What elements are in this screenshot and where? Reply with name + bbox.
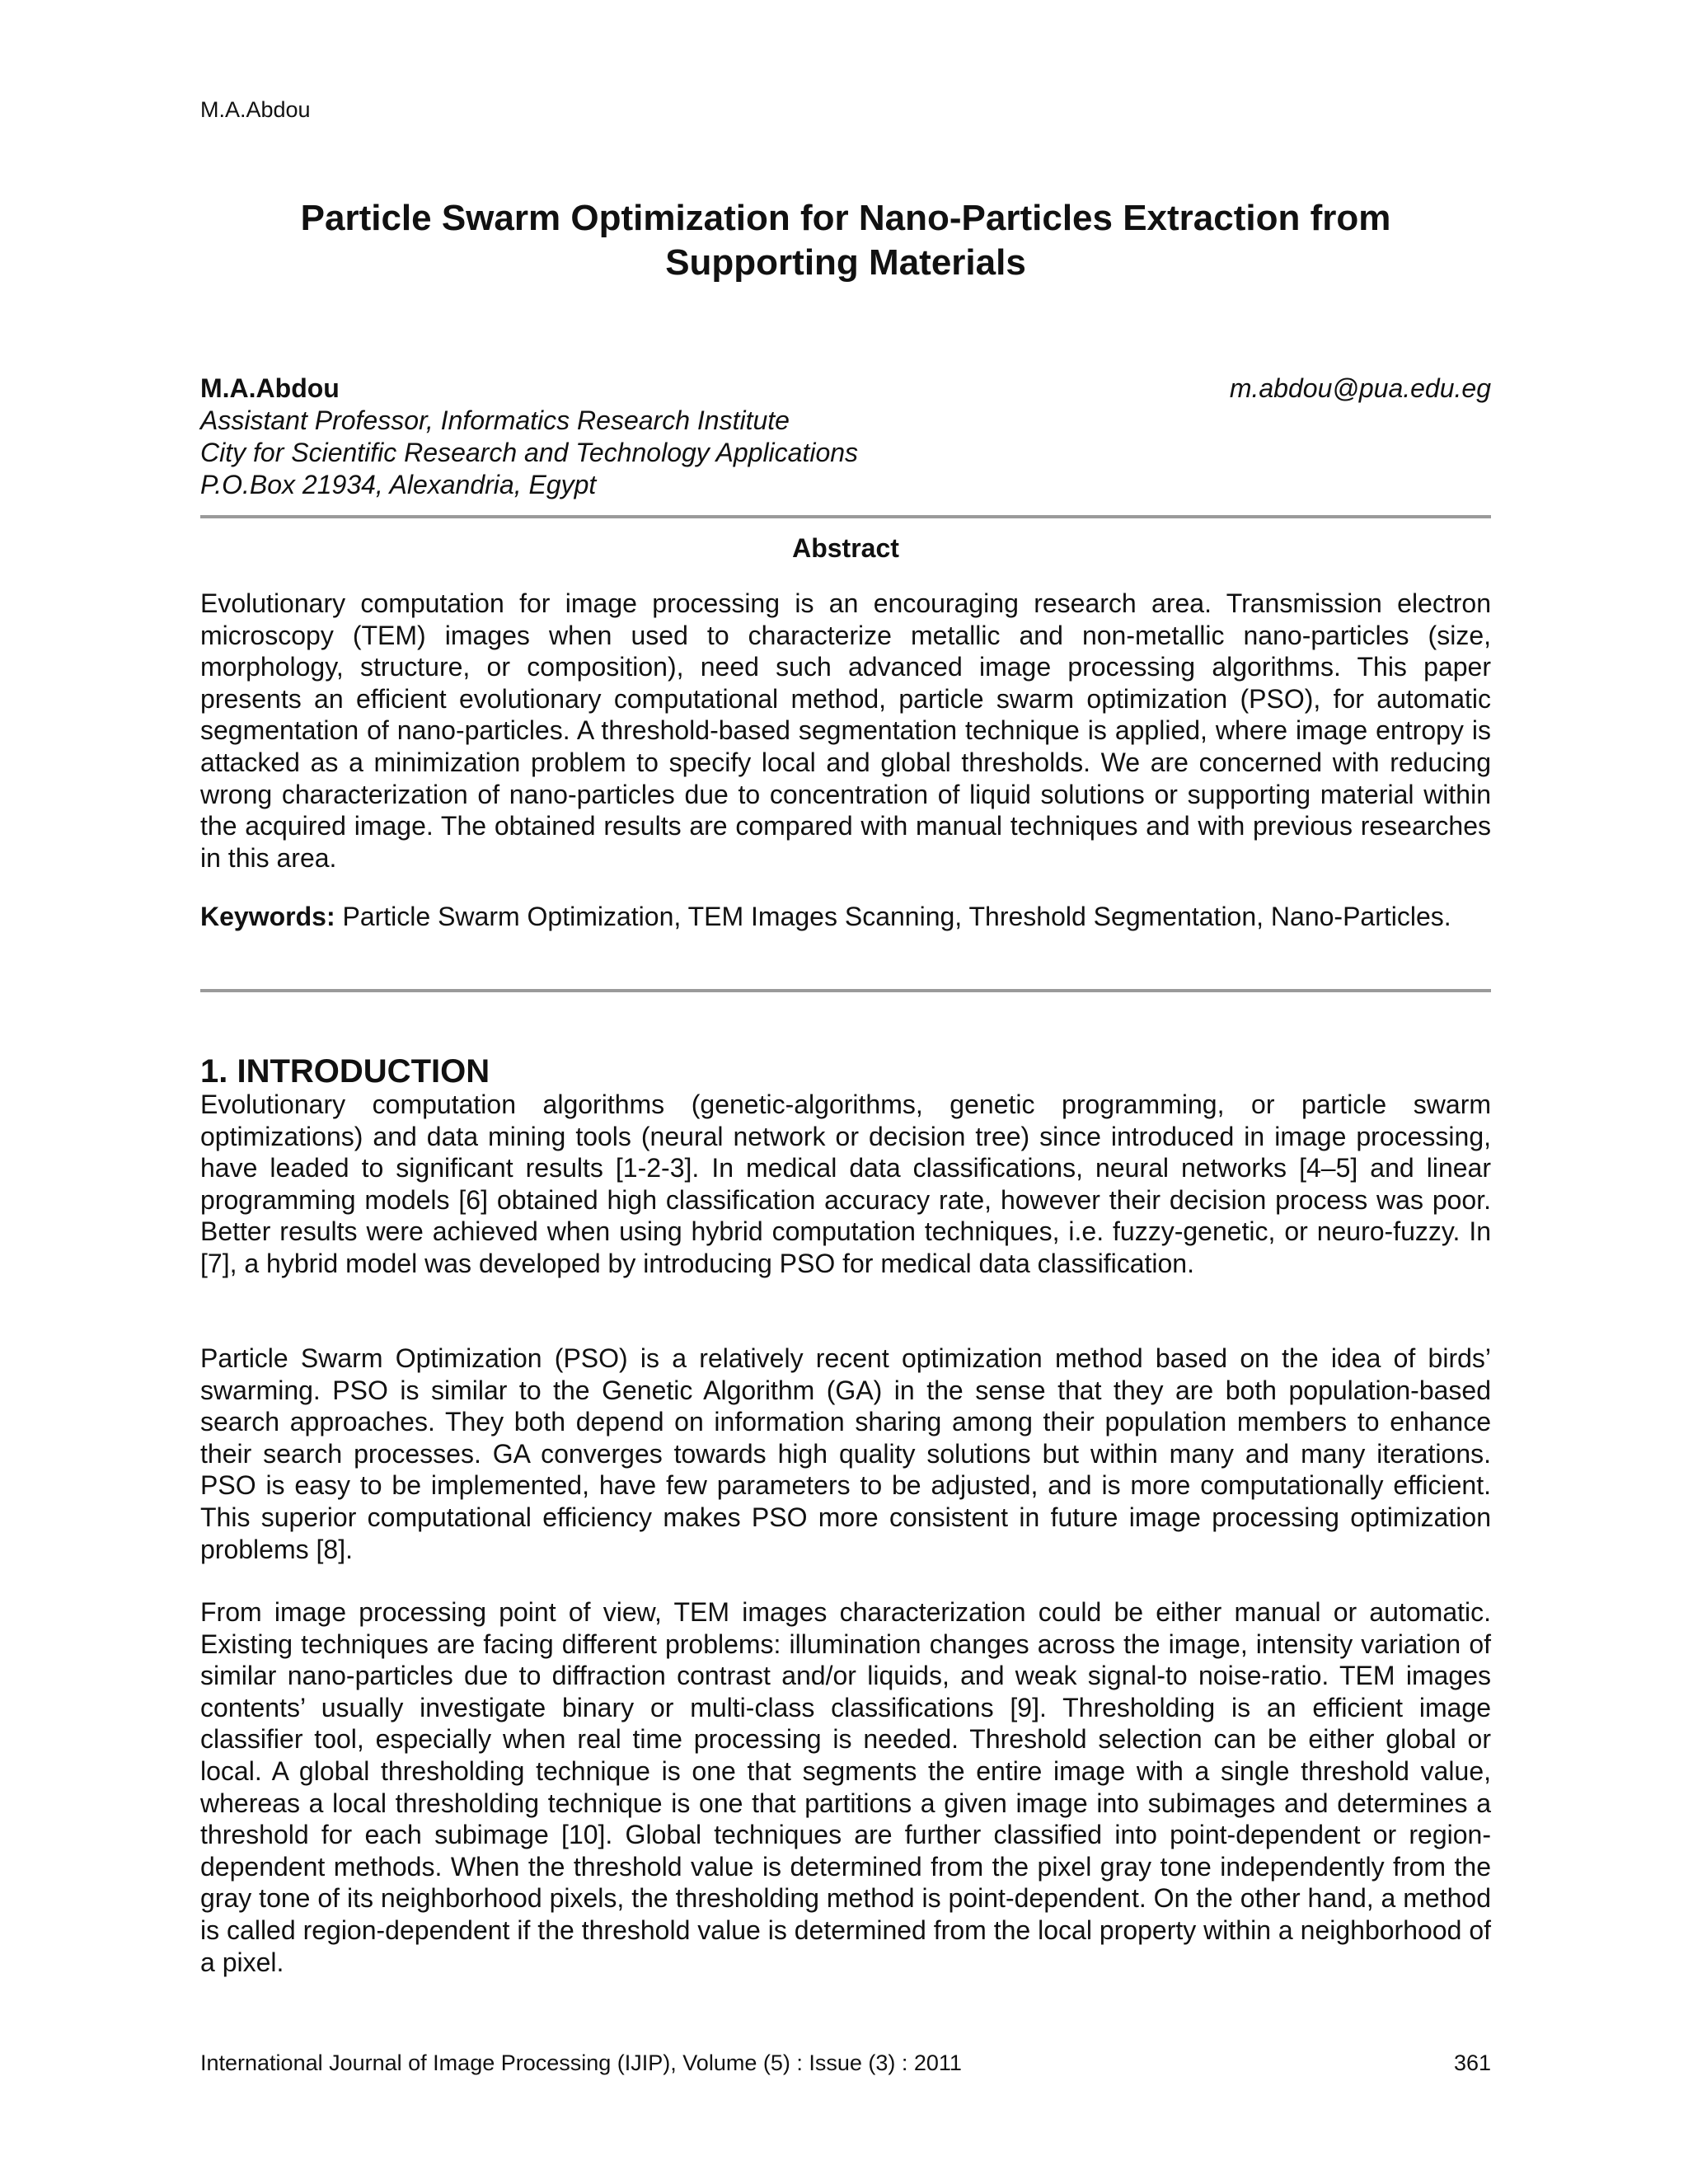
abstract-heading: Abstract — [792, 533, 899, 563]
affiliation-line: P.O.Box 21934, Alexandria, Egypt — [200, 470, 597, 499]
author-block — [200, 373, 1491, 501]
paper-title: Particle Swarm Optimization for Nano-Particles Extraction from Supporting Materials — [300, 198, 1391, 283]
keywords — [200, 901, 1491, 933]
affiliation-line: Assistant Professor, Informatics Research Institute — [200, 405, 790, 435]
author-name: M.A.Abdou — [200, 373, 340, 403]
keywords-label: Keywords: — [200, 902, 335, 931]
affiliation-line: City for Scientific Research and Technology Applications — [200, 438, 859, 467]
page-number: 361 — [1453, 2050, 1491, 2075]
page-footer — [200, 2050, 1491, 2076]
intro-paragraph-2: Particle Swarm Optimization (PSO) is a relatively recent optimization method based on the idea of birds’ swarming. PSO is similar to the Genetic Algorithm (GA) in the sense that they are both population-based search approaches. They both depend on information sharing among their population members to enhance their search processes. GA converges towards high quality solutions but within many and many iterations. PSO is easy to be implemented, have few parameters to be adjusted, and is more computationally efficient. This superior computational efficiency makes PSO more consistent in future image processing optimization problems [8]. — [200, 1343, 1491, 1564]
keywords-text: Particle Swarm Optimization, TEM Images Scanning, Threshold Segmentation, Nano-Particles. — [335, 902, 1451, 931]
journal-citation: International Journal of Image Processing (IJIP), Volume (5) : Issue (3) : 2011 — [200, 2050, 962, 2075]
bottom-divider — [200, 989, 1491, 992]
intro-paragraph-3: From image processing point of view, TEM images characterization could be either manual or automatic. Existing techniques are facing different problems: illumination changes across the image, intensity variation of similar nano-particles due to diffraction contrast and/or liquids, and weak signal-to noise-ratio. TEM images contents’ usually investigate binary or multi-class classifications [9]. Thresholding is an efficient image classifier tool, especially when real time processing is needed. Threshold selection can be either global or local. A global thresholding technique is one that segments the entire image with a single threshold value, whereas a local thresholding technique is one that partitions a given image into subimages and determines a threshold for each subimage [10]. Global techniques are further classified into point-dependent or region-dependent methods. When the threshold value is determined from the pixel gray tone independently from the gray tone of its neighborhood pixels, the thresholding method is point-dependent. On the other hand, a method is called region-dependent if the threshold value is determined from the local property within a neighborhood of a pixel. — [200, 1597, 1491, 1977]
top-divider — [200, 515, 1491, 518]
intro-paragraph-1: Evolutionary computation algorithms (genetic-algorithms, genetic programming, or particle swarm optimizations) and data mining tools (neural network or decision tree) since introduced in image processing, have leaded to significant results [1-2-3]. In medical data classifications, neural networks [4–5] and linear programming models [6] obtained high classification accuracy rate, however their decision process was poor. Better results were achieved when using hybrid computation techniques, i.e. fuzzy-genetic, or neuro-fuzzy. In [7], a hybrid model was developed by introducing PSO for medical data classification. — [200, 1090, 1491, 1278]
running-head: M.A.Abdou — [200, 97, 311, 122]
author-email[interactable]: m.abdou@pua.edu.eg — [1229, 373, 1491, 403]
abstract-text: Evolutionary computation for image processing is an encouraging research area. Transmission electron microscopy (TEM) images when used to characterize metallic and non-metallic nano-particles (size, morphology, structure, or composition), need such advanced image processing algorithms. This paper presents an efficient evolutionary computational method, particle swarm optimization (PSO), for automatic segmentation of nano-particles. A threshold-based segmentation technique is applied, where image entropy is attacked as a minimization problem to specify local and global thresholds. We are concerned with reducing wrong characterization of nano-particles due to concentration of liquid solutions or supporting material within the acquired image. The obtained results are compared with manual techniques and with previous researches in this area. — [200, 588, 1491, 873]
section-heading-introduction: 1. INTRODUCTION — [200, 1053, 490, 1090]
